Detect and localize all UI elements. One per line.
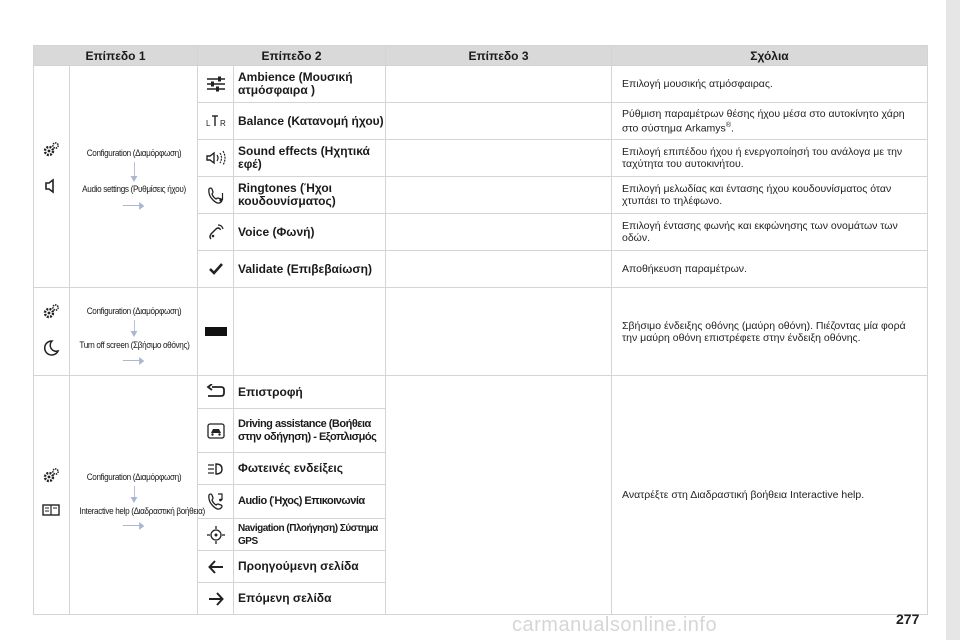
speaker-icon bbox=[41, 176, 61, 196]
option-previous-page: Προηγούμενη σελίδα bbox=[234, 551, 386, 583]
warning-lights-icon-cell bbox=[198, 453, 234, 485]
header-level1: Επίπεδο 1 bbox=[34, 46, 198, 66]
ringtone-icon-cell bbox=[198, 177, 234, 214]
comment-validate: Αποθήκευση παραμέτρων. bbox=[612, 251, 928, 288]
option-next-page: Επόμενη σελίδα bbox=[234, 583, 386, 615]
arrow-right-icon bbox=[208, 592, 224, 606]
option-sound-effects: Sound effects (Ηχητικά εφέ) bbox=[234, 140, 386, 177]
level1-path-audio bbox=[78, 66, 188, 288]
page-number: 277 bbox=[896, 611, 920, 627]
warning-lights-icon bbox=[206, 462, 226, 476]
back-arrow-icon bbox=[206, 384, 226, 400]
settings-gear-icon bbox=[41, 140, 61, 160]
option-audio-communication: Audio (Ήχος) Επικοινωνία bbox=[234, 485, 386, 519]
level1-cell-audio bbox=[34, 66, 70, 288]
comment-balance: Ρύθμιση παραμέτρων θέσης ήχου μέσα στο αυτοκίνητο χάρη στο σύστημα Arkamys®. bbox=[612, 103, 928, 140]
level3-empty bbox=[386, 140, 612, 177]
level3-empty bbox=[386, 376, 612, 615]
car-assist-icon bbox=[207, 423, 225, 439]
car-assist-icon-cell bbox=[198, 409, 234, 453]
gps-target-icon-cell bbox=[198, 519, 234, 551]
option-balance: Balance (Κατανομή ήχου) bbox=[234, 103, 386, 140]
option-ringtones: Ringtones (Ήχοι κουδουνίσματος) bbox=[234, 177, 386, 214]
watermark: carmanualsonline.info bbox=[512, 614, 718, 636]
header-level2: Επίπεδο 2 bbox=[198, 46, 386, 66]
back-arrow-icon-cell bbox=[198, 376, 234, 409]
path-turn-off-screen: Turn off screen (Σβήσιμο οθόνης) bbox=[78, 340, 189, 351]
level1-cell-help bbox=[34, 376, 70, 615]
option-warning-lights: Φωτεινές ενδείξεις bbox=[234, 453, 386, 485]
header-level3: Επίπεδο 3 bbox=[386, 46, 612, 66]
level1-cell-screen bbox=[34, 288, 70, 376]
comment-turn-off-screen: Σβήσιμο ένδειξης οθόνης (μαύρη οθόνη). Πιέζοντας μία φορά την μαύρη οθόνη επιστρέφετε στην ένδειξη οθόνης. bbox=[612, 288, 928, 376]
comment-sound-effects: Επιλογή επιπέδου ήχου ή ενεργοποίησή του ανάλογα με την ταχύτητα του αυτοκινήτου. bbox=[612, 140, 928, 177]
level3-empty bbox=[386, 251, 612, 288]
level1-path-screen bbox=[78, 288, 188, 376]
sound-effects-icon-cell bbox=[198, 140, 234, 177]
sound-effects-icon bbox=[205, 149, 227, 167]
checkmark-icon-cell bbox=[198, 251, 234, 288]
comment-interactive-help: Ανατρέξτε στη Διαδραστική βοήθεια Interactive help. bbox=[612, 376, 928, 615]
moon-icon bbox=[41, 338, 61, 358]
checkmark-icon bbox=[208, 262, 224, 276]
arrow-left-icon-cell bbox=[198, 551, 234, 583]
page-edge-bar bbox=[946, 0, 960, 640]
table-row bbox=[34, 66, 928, 103]
path-interactive-help: Interactive help (Διαδραστική βοήθεια) bbox=[78, 506, 205, 517]
balance-icon bbox=[205, 113, 227, 129]
path-configuration: Configuration (Διαμόρφωση) bbox=[86, 472, 181, 483]
header-comments: Σχόλια bbox=[612, 46, 928, 66]
option-driving-assistance: Driving assistance (Βοήθεια στην οδήγηση) - Εξοπλισμός bbox=[234, 409, 386, 453]
header-row bbox=[34, 46, 928, 66]
table-row bbox=[34, 376, 928, 409]
black-screen-icon bbox=[205, 327, 227, 336]
path-audio-settings: Audio settings (Ρυθμίσεις ήχου) bbox=[81, 184, 186, 195]
level3-empty bbox=[386, 177, 612, 214]
level3-empty bbox=[386, 288, 612, 376]
comment-voice: Επιλογή έντασης φωνής και εκφώνησης των ονομάτων των οδών. bbox=[612, 214, 928, 251]
option-ambience: Ambience (Μουσική ατμόσφαιρα ) bbox=[234, 66, 386, 103]
ringtone-icon bbox=[206, 185, 226, 205]
voice-icon-cell bbox=[198, 214, 234, 251]
level1-path-help bbox=[78, 376, 205, 615]
settings-gear-icon bbox=[41, 302, 61, 322]
equalizer-icon bbox=[207, 76, 225, 92]
gps-target-icon bbox=[206, 525, 226, 545]
menu-table bbox=[33, 45, 928, 615]
svg-text:L: L bbox=[205, 119, 210, 128]
audio-phone-icon bbox=[206, 492, 226, 512]
arrow-right-icon-cell bbox=[198, 583, 234, 615]
path-configuration: Configuration (Διαμόρφωση) bbox=[86, 148, 181, 159]
help-book-icon bbox=[41, 500, 61, 520]
svg-text:R: R bbox=[219, 119, 226, 128]
balance-icon-cell bbox=[198, 103, 234, 140]
level3-empty bbox=[386, 214, 612, 251]
option-voice: Voice (Φωνή) bbox=[234, 214, 386, 251]
comment-ambience: Επιλογή μουσικής ατμόσφαιρας. bbox=[612, 66, 928, 103]
path-configuration: Configuration (Διαμόρφωση) bbox=[86, 306, 181, 317]
comment-ringtones: Επιλογή μελωδίας και έντασης ήχου κουδουνίσματος όταν χτυπάει το τηλέφωνο. bbox=[612, 177, 928, 214]
level3-empty bbox=[386, 66, 612, 103]
table-row bbox=[34, 288, 928, 376]
equalizer-icon-cell bbox=[198, 66, 234, 103]
black-screen-icon-cell bbox=[198, 288, 234, 376]
voice-icon bbox=[206, 222, 226, 242]
level3-empty bbox=[386, 103, 612, 140]
option-validate: Validate (Επιβεβαίωση) bbox=[234, 251, 386, 288]
option-navigation-gps: Navigation (Πλοήγηση) Σύστημα GPS bbox=[234, 519, 386, 551]
level2-empty bbox=[234, 288, 386, 376]
arrow-left-icon bbox=[208, 560, 224, 574]
option-back: Επιστροφή bbox=[234, 376, 386, 409]
settings-gear-icon bbox=[41, 466, 61, 486]
